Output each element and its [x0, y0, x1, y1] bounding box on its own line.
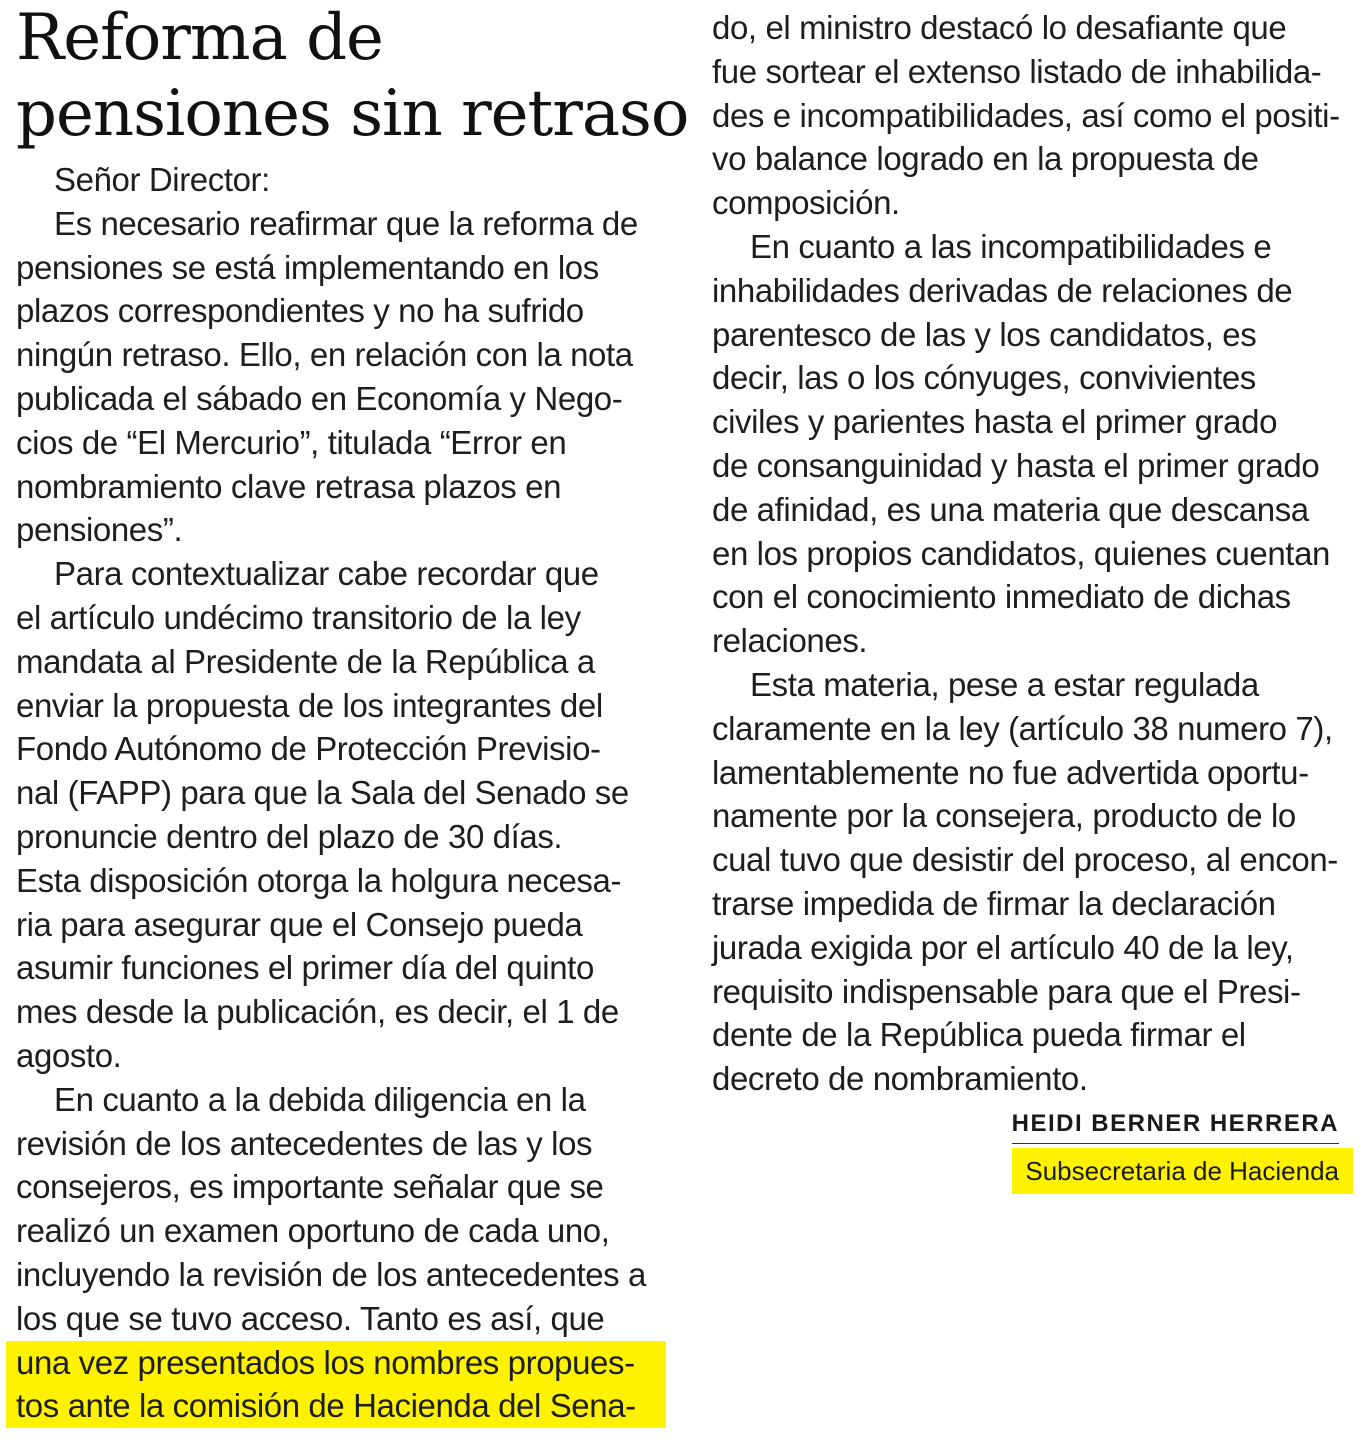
text-line: pensiones se está implementando en los — [16, 248, 599, 286]
text-line: requisito indispensable para que el Presi- — [712, 972, 1301, 1010]
text-line: civiles y parientes hasta el primer grado — [712, 403, 1278, 441]
text-line: revisión de los antecedentes de las y los — [16, 1124, 593, 1162]
text-line: nal (FAPP) para que la Sala del Senado se — [16, 774, 629, 812]
text-line: nombramiento clave retrasa plazos en — [16, 467, 562, 505]
text-line: en los propios candidatos, quienes cuentan — [712, 534, 1330, 572]
text-line: Fondo Autónomo de Protección Previsio- — [16, 730, 601, 768]
text-line: publicada el sábado en Economía y Nego- — [16, 379, 623, 417]
text-line: asumir funciones el primer día del quinto — [16, 949, 594, 987]
text-line: plazos correspondientes y no ha sufrido — [16, 292, 584, 330]
text-line: Esta disposición otorga la holgura necesa- — [16, 861, 622, 899]
text-line: des e incompatibilidades, así como el positi- — [712, 96, 1340, 134]
text-line: do, el ministro destacó lo desafiante que — [712, 9, 1287, 46]
text-line: lamentablemente no fue advertida oportu- — [712, 753, 1309, 791]
text-line: parentesco de las y los candidatos, es — [712, 315, 1257, 353]
text-line: En cuanto a las incompatibilidades e — [750, 227, 1272, 265]
signature-block — [1012, 1107, 1339, 1194]
text-line: Esta materia, pese a estar regulada — [750, 665, 1259, 703]
text-line: con el conocimiento inmediato de dichas — [712, 578, 1291, 616]
text-line: los que se tuvo acceso. Tanto es así, que — [16, 1299, 605, 1337]
text-line: agosto. — [16, 1036, 122, 1074]
text-line: incluyendo la revisión de los antecedentes a — [16, 1255, 646, 1293]
text-line: mes desde la publicación, es decir, el 1 de — [16, 993, 619, 1031]
text-line: decir, las o los cónyuges, convivientes — [712, 359, 1256, 397]
signature-name: HEIDI BERNER HERRERA — [1012, 1107, 1339, 1144]
text-line: pronuncie dentro del plazo de 30 días. — [16, 817, 563, 855]
text-line: ria para asegurar que el Consejo pueda — [16, 905, 583, 943]
text-line: En cuanto a la debida diligencia en la — [54, 1080, 586, 1118]
text-line: vo balance logrado en la propuesta de — [712, 140, 1259, 178]
text-line: trarse impedida de firmar la declaración — [712, 884, 1276, 922]
signature-role: Subsecretaria de Hacienda — [1012, 1148, 1353, 1194]
text-line: cual tuvo que desistir del proceso, al encon- — [712, 841, 1338, 879]
text-line: mandata al Presidente de la República a — [16, 642, 595, 680]
right-column — [712, 6, 1352, 1101]
text-line: claramente en la ley (artículo 38 numero 7), — [712, 709, 1333, 747]
text-line: fue sortear el extenso listado de inhabilida- — [712, 52, 1322, 90]
title-line: pensiones sin retraso — [16, 77, 689, 151]
text-line: enviar la propuesta de los integrantes del — [16, 686, 603, 724]
text-line: namente por la consejera, producto de lo — [712, 797, 1296, 835]
text-line: consejeros, es importante señalar que se — [16, 1168, 604, 1206]
left-column — [16, 158, 656, 1428]
text-line: decreto de nombramiento. — [712, 1060, 1088, 1098]
title-line: Reforma de — [16, 1, 383, 75]
text-line: jurada exigida por el artículo 40 de la ley, — [712, 928, 1294, 966]
text-line: realizó un examen oportuno de cada uno, — [16, 1212, 610, 1250]
salutation: Señor Director: — [54, 161, 270, 198]
text-line: el artículo undécimo transitorio de la ley — [16, 598, 581, 636]
text-line: ningún retraso. Ello, en relación con la nota — [16, 336, 633, 374]
text-line: Para contextualizar cabe recordar que — [54, 555, 599, 593]
highlighted-text-line: tos ante la comisión de Hacienda del Sena- — [6, 1384, 666, 1428]
text-line: Es necesario reafirmar que la reforma de — [54, 204, 638, 242]
text-line: inhabilidades derivadas de relaciones de — [712, 271, 1293, 309]
text-line: de consanguinidad y hasta el primer grado — [712, 446, 1320, 484]
text-line: cios de “El Mercurio”, titulada “Error en — [16, 423, 567, 461]
text-line: de afinidad, es una materia que descansa — [712, 490, 1309, 528]
text-line: dente de la República pueda firmar el — [712, 1016, 1246, 1054]
highlighted-text-line: una vez presentados los nombres propues- — [6, 1341, 666, 1385]
text-line: pensiones”. — [16, 511, 183, 549]
text-line: composición. — [712, 184, 900, 222]
text-line: relaciones. — [712, 622, 868, 660]
article-title — [16, 0, 689, 152]
